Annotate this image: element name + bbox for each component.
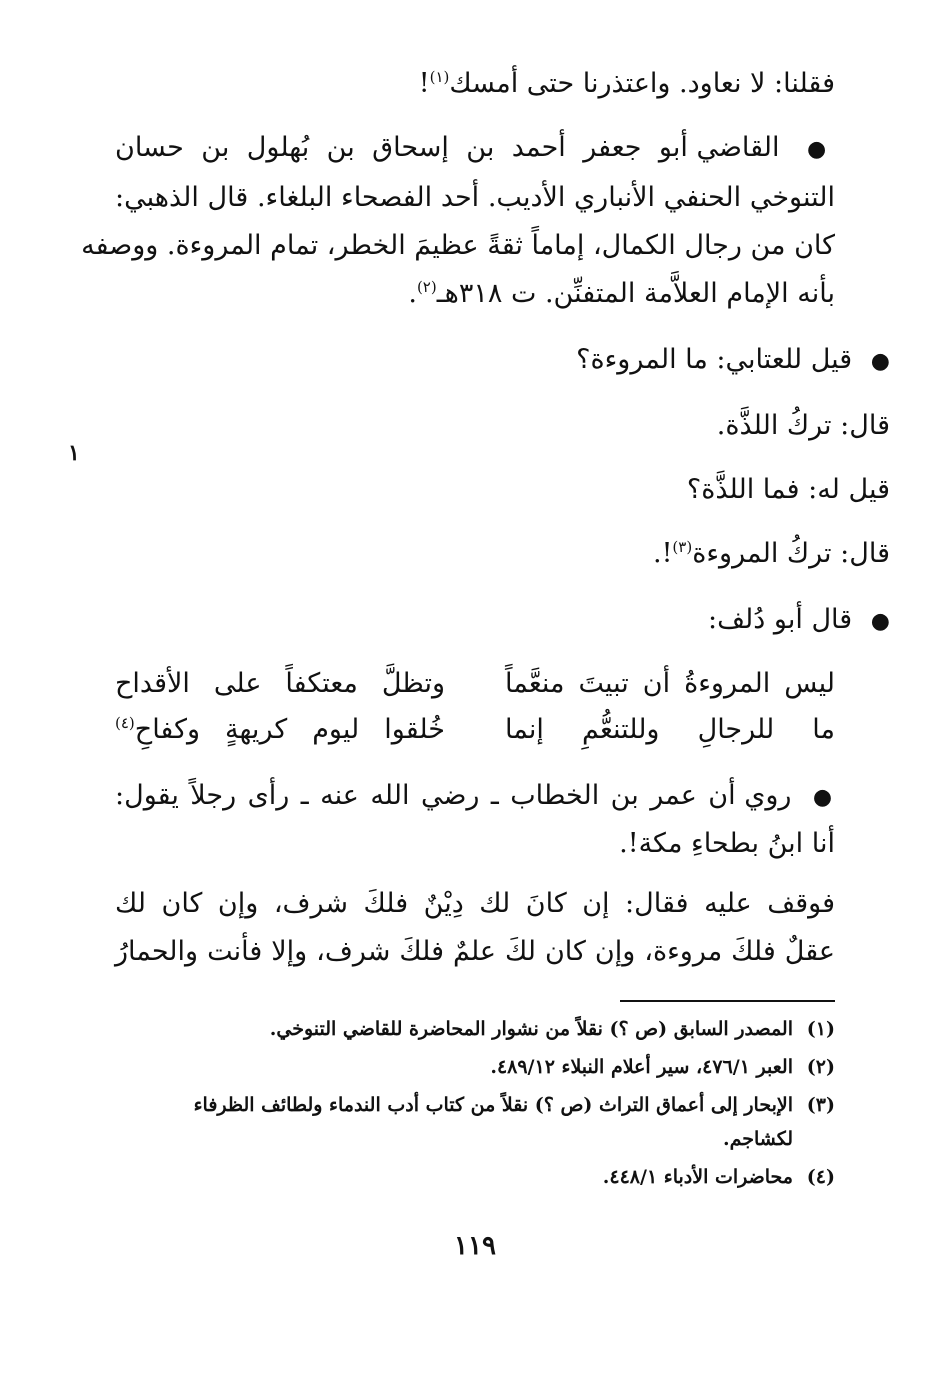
bullet-icon: ● [870,349,890,374]
paragraph-line: ● القاضي أبو جعفر أحمد بن إسحاق بن بُهلول بن حسان [115,132,835,163]
verse-line [115,710,835,750]
footnote-2: (٢)العبر ٤٧٦/١، سير أعلام النبلاء ٤٨٩/١٢. [490,1056,835,1078]
footnote-4: (٤)محاضرات الأدباء ٤٤٨/١. [602,1166,835,1188]
paragraph-line: عقلٌ فلكَ مروءة، وإن كان لكَ علمٌ فلكَ شرف، وإلا فأنت والحمارُ [115,936,835,967]
footnote-3-continuation: لكشاجم. [722,1128,793,1150]
paragraph-line: أنا ابنُ بطحاءِ مكة!. [619,828,835,859]
paragraph-line: التنوخي الحنفي الأنباري الأديب. أحد الفصحاء البلغاء. قال الذهبي: [115,182,835,213]
verse-line [115,664,835,704]
footnote-ref-3: (٣) [672,538,693,556]
verse-hemistich-second: خُلقوا ليوم كريهةٍ وكفاحِ$^{(٤)}$ [115,714,445,745]
text-line-1: فقلنا: لا نعاود. واعتذرنا حتى أمسك$^{(١)}$! [418,68,835,99]
paragraph-line: ● روي أن عمر بن الخطاب ـ رضي الله عنه ـ رأى رجلاً يقول: [115,780,835,811]
page-number: ١١٩ [454,1231,496,1261]
bullet-icon: ● [812,785,835,810]
dialogue-answer: قال: تركُ المروءة$^{(٣)}$!. [652,538,890,569]
footnote-1: (١)المصدر السابق (ص ؟) نقلاً من نشوار المحاضرة للقاضي التنوخي. [269,1018,835,1040]
footnote-ref-1: (١) [429,68,450,86]
verse-hemistich-second: وتظلَّ معتكفاً على الأقداح [115,668,445,699]
paragraph-line: فوقف عليه فقال: إن كانَ لك دِيْنٌ فلكَ شرف، وإن كان لك [115,888,835,919]
bullet-icon: ● [806,137,835,162]
paragraph-line: بأنه الإمام العلاَّمة المتفنِّن. ت ٣١٨هـ$^{(٢)}$. [408,278,835,309]
dialogue-question: ● قيل للعتابي: ما المروءة؟ [576,344,890,375]
margin-mark: ١ [68,440,80,466]
verse-hemistich-first: ليس المروءةُ أن تبيتَ منعَّماً [505,668,835,699]
footnote-3: (٣)الإبحار إلى أعماق التراث (ص ؟) نقلاً من كتاب أدب الندماء ولطائف الظرفاء [193,1094,835,1116]
footnote-ref-2: (٢) [416,278,437,296]
paragraph-line: كان من رجال الكمال، إماماً ثقةً عظيمَ الخطر، تمام المروءة. ووصفه [81,230,835,261]
bullet-icon: ● [870,609,890,634]
dialogue-question: قيل له: فما اللذَّة؟ [686,474,890,505]
footnote-separator [620,1000,835,1002]
dialogue-answer: قال: تركُ اللذَّة. [716,410,890,441]
poet-intro: ● قال أبو دُلف: [708,604,890,635]
footnote-ref-4: (٤) [115,714,135,732]
verse-hemistich-first: ما للرجالِ وللتنعُّمِ إنما [505,714,835,745]
